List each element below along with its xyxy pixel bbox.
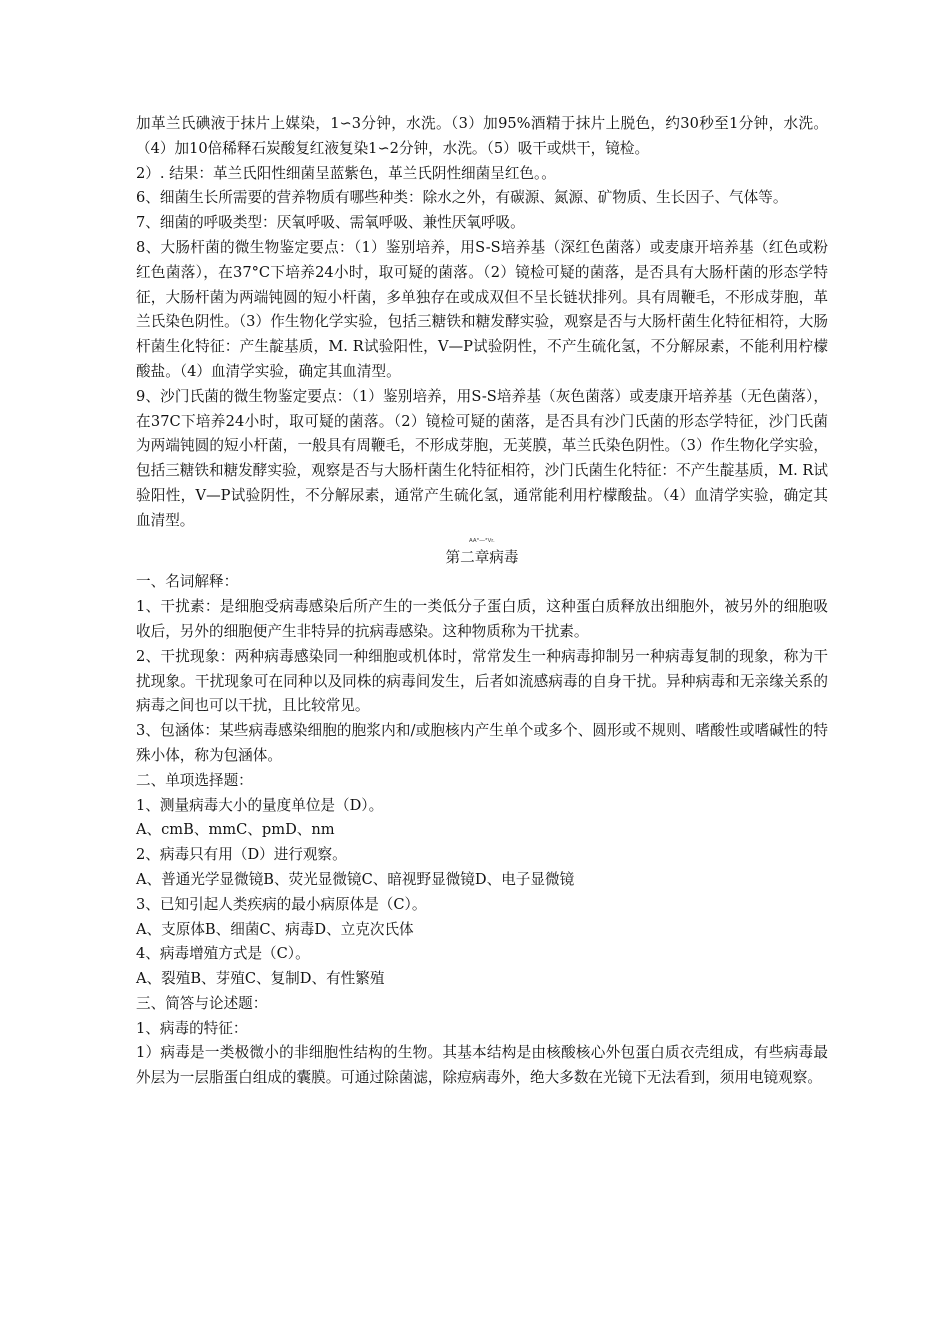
document-page xyxy=(136,112,828,1091)
paragraph-virus-features: 1）病毒是一类极微小的非细胞性结构的生物。其基本结构是由核酸核心外包蛋白质衣壳组成，有些病毒最外层为一层脂蛋白组成的囊膜。可通过除菌滤，除痘病毒外，绝大多数在光镜下无法看到，须用电镜观察。 xyxy=(136,1044,828,1087)
essay-heading-virus-features: 1、病毒的特征： xyxy=(136,1019,248,1037)
question-3-options: A、支原体B、细菌C、病毒D、立克次氏体 xyxy=(136,920,414,938)
paragraph-inclusion-body: 3、包涵体：某些病毒感染细胞的胞浆内和/或胞核内产生单个或多个、圆形或不规则、嗜酸性或嗜碱性的特殊小体，称为包涵体。 xyxy=(136,722,828,764)
section-heading-essay: 三、简答与论述题： xyxy=(136,994,268,1012)
paragraph-respiration: 7、细菌的呼吸类型：厌氧呼吸、需氧呼吸、兼性厌氧呼吸。 xyxy=(136,214,525,232)
paragraph-gram-stain-steps: 加革兰氏碘液于抹片上媒染，1∽3分钟，水洗。（3）加95%酒精于抹片上脱色，约30秒至1分钟，水洗。（4）加10倍稀释石炭酸复红液复染1∽2分钟，水洗。（5）吸干或烘干，镜检。 xyxy=(136,115,828,157)
question-3: 3、已知引起人类疾病的最小病原体是（C）。 xyxy=(136,895,427,913)
page-mark: AA*—*Vr. xyxy=(468,537,496,544)
question-2: 2、病毒只有用（D）进行观察。 xyxy=(136,846,347,864)
paragraph-interferon: 1、干扰素：是细胞受病毒感染后所产生的一类低分子蛋白质，这种蛋白质释放出细胞外，被另外的细胞吸收后，另外的细胞便产生非特异的抗病毒感染。这种物质称为干扰素。 xyxy=(136,598,828,640)
paragraph-gram-stain-result: 2）. 结果：革兰氏阳性细菌呈蓝紫色，革兰氏阴性细菌呈红色。。 xyxy=(136,164,556,182)
chapter-title: 第二章病毒 xyxy=(445,548,519,566)
question-4: 4、病毒增殖方式是（C）。 xyxy=(136,945,310,963)
question-1: 1、测量病毒大小的量度单位是（D）。 xyxy=(136,796,384,814)
question-1-options: A、cmB、mmC、pmD、nm xyxy=(136,821,335,839)
paragraph-interference: 2、干扰现象：两种病毒感染同一种细胞或机体时，常常发生一种病毒抑制另一种病毒复制的现象，称为干扰现象。干扰现象可在同种以及同株的病毒间发生，后者如流感病毒的自身干扰。异种病毒和无亲缘关系的病毒之间也可以干扰，且比较常见。 xyxy=(136,647,828,715)
section-heading-terms: 一、名词解释： xyxy=(136,573,239,591)
paragraph-nutrients: 6、细菌生长所需要的营养物质有哪些种类：除水之外，有碳源、氮源、矿物质、生长因子、气体等。 xyxy=(136,189,788,207)
question-4-options: A、裂殖B、芽殖C、复制D、有性繁殖 xyxy=(136,970,385,988)
paragraph-ecoli-identification: 8、大肠杆菌的微生物鉴定要点：（1）鉴别培养，用S-S培养基（深红色菌落）或麦康开培养基（红色或粉红色菌落），在37°C下培养24小时，取可疑的菌落。（2）镜检可疑的菌落，是否具有大肠杆菌的形态学特征，大肠杆菌为两端钝圆的短小杆菌，多单独存在或成双但不呈长链状排列。具有周鞭毛，不形成芽胞，革兰氏染色阴性。（3）作生物化学实验，包括三糖铁和糖发酵实验，观察是否与大肠杆菌生化特征相符，大肠杆菌生化特征：产生靛基质，M. R试验阳性，V—P试验阴性，不产生硫化氢，不分解尿素，不能利用柠檬酸盐。（4）血清学实验，确定其血清型。 xyxy=(136,238,828,380)
question-2-options: A、普通光学显微镜B、荧光显微镜C、暗视野显微镜D、电子显微镜 xyxy=(136,870,575,888)
paragraph-salmonella-identification: 9、沙门氏菌的微生物鉴定要点：（1）鉴别培养，用S-S培养基（灰色菌落）或麦康开培养基（无色菌落），在37C下培养24小时，取可疑的菌落。（2）镜检可疑的菌落，是否具有沙门氏菌的形态学特征，沙门氏菌为两端钝圆的短小杆菌，一般具有周鞭毛，不形成芽胞，无荚膜，革兰氏染色阴性。（3）作生物化学实验，包括三糖铁和糖发酵实验，观察是否与大肠杆菌生化特征相符，沙门氏菌生化特征：不产生靛基质，M. R试验阳性，V—P试验阴性，不分解尿素，通常产生硫化氢，通常能利用柠檬酸盐。（4）血清学实验，确定其血清型。 xyxy=(136,387,828,529)
section-heading-choice: 二、单项选择题： xyxy=(136,771,253,789)
